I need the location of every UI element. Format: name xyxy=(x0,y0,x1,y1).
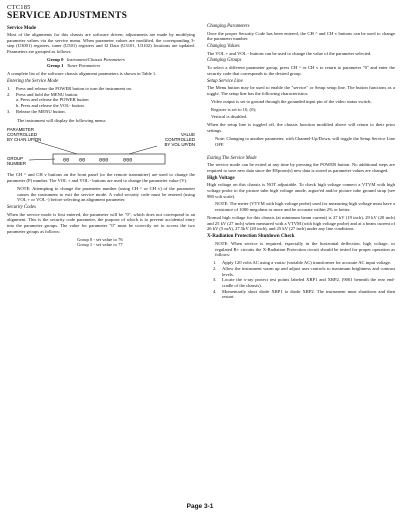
xray-step: 3. Locate the x-ray protect test points labeled XRP1 and XRP2, (9001 beneath the rear end-cradle of the chassis). xyxy=(213,277,395,288)
value-label-1: VALUE xyxy=(180,132,195,138)
group-arrow xyxy=(29,159,55,160)
paragraph-chan-buttons: The CH ^ and CH v buttons on the front panel (or the remote transmitter) are used to change the parameter (P) number. The VOL + and VOL - buttons are used to change the parameter value (V). xyxy=(7,172,195,183)
model-number: CTC185 xyxy=(7,4,31,11)
heading-changing-params: Changing Parameters xyxy=(207,24,250,29)
value-arrow xyxy=(129,146,157,154)
heading-security: Security Codes xyxy=(7,205,36,211)
heading-changing-groups: Changing Groups xyxy=(207,58,242,64)
setup-item: Register is set to 10, (0); xyxy=(211,106,257,112)
right-column xyxy=(207,24,395,300)
code-item: Group 0 - set value to 76 xyxy=(77,236,123,242)
heading-exiting: Exiting The Service Mode xyxy=(207,155,257,161)
paragraph-security: When the service mode is first entered, the parameter will be "0", which does not correspond to an alignment. This is the security code parameter, the purpose of which is to prevent accidental entry into the parameter groups. The value for parameter "0" must be correctly set to access the two parameter groups as follows: xyxy=(7,211,195,234)
param-arrow xyxy=(35,141,77,154)
param-label-2: CONTROLLED xyxy=(7,132,38,138)
paragraph-display: The instrument will display the following menu: xyxy=(17,118,107,124)
setup-item: Video output is set to ground through the grounded input pin of the video status switch; xyxy=(211,98,372,104)
paragraph-setup-note: Note: Changing to another parameter, with Channel-Up/Down, will toggle the Setup Service Line OFF. xyxy=(215,135,395,147)
menu-diagram-svg xyxy=(7,126,195,174)
setup-item: Vertical is disabled. xyxy=(211,114,248,120)
display-field-1: 00 xyxy=(63,157,70,164)
value-label-2: CONTROLLED xyxy=(164,137,195,143)
group-label-2: NUMBER xyxy=(7,161,27,167)
paragraph-note: NOTE: Attempting to change the parameter number (using CH ^ or CH v) of the parameter causes the instrument to exit the service mode. A valid security code must be entered (using VOL + or VOL -) before selecting an alignment parameter. xyxy=(17,185,195,203)
paragraph-hv-note: NOTE: The meter (VTVM with high voltage probe) used for measuring high voltage must have a resistance of 1000 megohms or more and be accurate within 2% or better. xyxy=(215,201,395,213)
heading-high-voltage: High Voltage xyxy=(207,175,235,181)
step-item: b. Press and release the VOL- button. xyxy=(16,102,85,108)
paragraph-exiting: The service mode can be exited at any time by pressing the POWER button. No additional steps are required to save new data since the EEprom(s) new data is stored as parameter values are changed. xyxy=(207,162,395,173)
heading-xray: X-Radiation Protection Shutdown Check xyxy=(207,234,295,240)
paragraph-changing-params: Once the proper Security Code has been entered, the CH ^ and CH v buttons can be used to change the parameter number. xyxy=(207,30,395,42)
display-field-4: 000 xyxy=(123,157,133,164)
group-label-1: GROUP xyxy=(7,156,24,162)
step-item: 1. Press and release the POWER button to turn the instrument on. xyxy=(7,85,132,91)
entering-steps xyxy=(7,86,195,115)
paragraph-xray-note: NOTE: When service is required, especially in the horizontal deflection, high voltage, or regulated B+ circuits the X-Radiation Protection circuit should be tested for proper operation as follows: xyxy=(215,240,395,258)
heading-setup-line: Setup Service Line xyxy=(207,78,243,84)
paragraph-setup-return: When the setup line is toggled off, the chassis function modified above will return to their prior settings. xyxy=(207,122,395,134)
param-label-3: BY CHAN UP/DN xyxy=(7,137,42,143)
xray-steps xyxy=(207,260,395,300)
xray-step: 4. Momentarily short diode XRP1 to diode XRP2. The instrument must shutdown and then restart. xyxy=(213,288,395,300)
step-item: 2. Press and hold the MENU button. xyxy=(7,91,79,97)
xray-step: 1. Apply 120 volts AC using a variac (variable AC) transformer for accurate AC input voltage. xyxy=(213,260,392,266)
service-menu-diagram xyxy=(7,126,195,168)
paragraph-changing-groups: To select a different parameter group, press CH ^ or CH v to return to parameter "0" and enter the security code that corresponds to the desired group. xyxy=(207,64,395,76)
code-item: Group 1 - set value to 77 xyxy=(77,242,123,248)
code-list xyxy=(7,237,195,248)
heading-service-mode: Service Mode xyxy=(7,25,37,31)
display-box xyxy=(53,154,165,164)
left-column xyxy=(7,24,195,248)
group-item: Group 0 Instrument/Chassis Parameters xyxy=(47,57,125,62)
paragraph-changing-values: The VOL + and VOL - buttons can be used to change the value of the parameter selected. xyxy=(207,50,372,56)
paragraph-setup-line: The Menu button may be used to enable the "service" or Setup setup line. The button functions as a toggle. The setup line has the following characteristics: xyxy=(207,85,395,96)
paragraph-intro: Most of the alignments for this chassis are software driven; adjustments are made by modifying parameter values via the service menu. When parameter values are modified, the corresponding 3-step (U3001) registers, tuner (U501) registers and I2 Data (U3101, U3102) locations are updated. Parameters are grouped as follows: xyxy=(7,32,195,55)
param-label-1: PARAMETER xyxy=(7,127,34,133)
group-list xyxy=(7,57,195,68)
paragraph-hv-normal: Normal high voltage for this chassis (at minimum beam current) is 27 kV (19 inch), 29 kV (20 inch) and 25 kV (27 inch) when measured with a VTVM (with high voltage probe) and at a beam current of 26 kV (5 mA), 27.5kV (20 inch), and 25 kV (27 inch) under any line conditions. xyxy=(207,215,395,232)
display-field-2: 00 xyxy=(79,157,86,164)
xray-step: 2. Allow the instrument warm up and adjust user controls to maximum brightness and contrast levels. xyxy=(213,265,395,277)
heading-changing-values: Changing Values xyxy=(207,44,240,50)
value-label-3: BY VOL UP/DN xyxy=(164,142,195,148)
setup-items xyxy=(207,99,395,120)
heading-entering: Entering the Service Mode xyxy=(7,79,59,85)
page-number: Page 3-1 xyxy=(186,503,214,510)
paragraph-table: A complete list of the software chassis alignment parameters is shown in Table 1. xyxy=(7,71,157,77)
step-item: 3. Release the MENU button. xyxy=(7,108,66,114)
page-title: SERVICE ADJUSTMENTS xyxy=(7,11,128,21)
step-item: a. Press and release the POWER button xyxy=(16,97,89,103)
group-item: Group 1 Tuner Parameters xyxy=(47,62,101,68)
paragraph-high-voltage: High voltage on this chassis is NOT adjustable. To check high voltage connect a VTVM with high voltage probe to the picture tube high voltage anode, argue/ed and/or picture tube ground strap (see 980 volt scale). xyxy=(207,182,395,199)
display-field-3: 000 xyxy=(99,157,109,164)
